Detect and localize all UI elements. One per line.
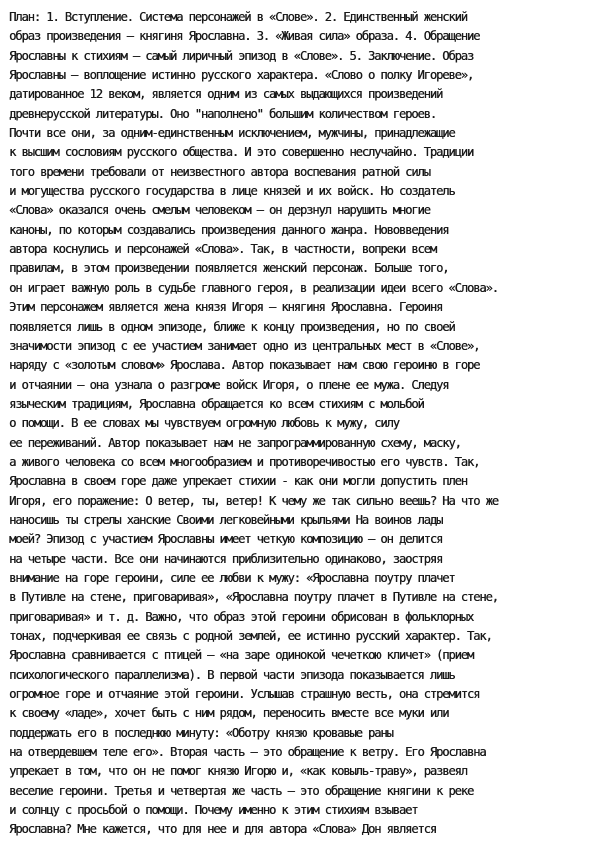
text-line: веселие героини. Третья и четвертая же часть — это обращение княгини к реке	[9, 783, 474, 798]
text-line: ее переживаний. Автор показывает нам не запрограммированную схему, маску,	[9, 435, 461, 450]
text-line: наряду с «золотым словом» Ярослава. Автор показывает нам свою героиню в горе	[9, 358, 480, 373]
text-line: и могущества русского государства в лице князей и их войск. Но создатель	[9, 184, 455, 199]
text-line: а живого человека со всем многообразием и противоречивостью его чувств. Так,	[9, 454, 480, 469]
text-line: каноны, по которым создавались произведения данного жанра. Нововведения	[9, 222, 449, 237]
text-line: к своему «ладе», хочет быть с ним рядом, переносить вместе все муки или	[9, 706, 449, 721]
text-line: и солнцу с просьбой о помощи. Почему именно к этим стихиям взывает	[9, 803, 418, 818]
text-line: Ярославны к стихиям — самый лиричный эпизод в «Слове». 5. Заключение. Образ	[9, 48, 474, 63]
text-line: образ произведения — княгиня Ярославна. 3. «Живая сила» образа. 4. Обращение	[9, 29, 480, 44]
text-line: о помощи. В ее словах мы чувствуем огромную любовь к мужу, силу	[9, 416, 399, 431]
text-line: приговаривая» и т. д. Важно, что образ этой героини обрисован в фольклорных	[9, 609, 474, 624]
text-line: появляется лишь в одном эпизоде, ближе к концу произведения, но по своей	[9, 319, 455, 334]
text-line: того времени требовали от неизвестного автора воспевания ратной силы	[9, 164, 430, 179]
text-line: Этим персонажем является жена князя Игоря — княгиня Ярославна. Героиня	[9, 300, 443, 315]
text-line: древнерусской литературы. Оно "наполнено" большим количеством героев.	[9, 106, 436, 121]
text-line: План: 1. Вступление. Система персонажей в «Слове». 2. Единственный женский	[9, 10, 467, 24]
text-line: значимости эпизод с ее участием занимает одно из центральных мест в «Слове»,	[9, 338, 480, 353]
text-line: Ярославна в своем горе даже упрекает стихии - как они могли допустить плен	[9, 474, 467, 489]
text-line: на четыре части. Все они начинаются приблизительно одинаково, заостряя	[9, 551, 443, 566]
text-line: упрекает в том, что он не помог князю Игорю и, «как ковыль-траву», развеял	[9, 764, 467, 779]
essay-text	[9, 8, 589, 840]
text-line: Игоря, его поражение: О ветер, ты, ветер! К чему же так сильно веешь? На что же	[9, 493, 498, 508]
text-line: правилам, в этом произведении появляется женский персонаж. Больше того,	[9, 261, 449, 276]
text-line: Ярославна сравнивается с птицей — «на заре одинокой чечеткою кличет» (прием	[9, 648, 474, 663]
text-line: «Слова» оказался очень смелым человеком — он дерзнул нарушить многие	[9, 203, 430, 218]
text-line: тонах, подчеркивая ее связь с родной землей, ее истинно русский характер. Так,	[9, 629, 492, 643]
text-line: психологического параллелизма). В первой части эпизода показывается лишь	[9, 667, 455, 682]
text-line: поддержать его в последнюю минуту: «Оботру князю кровавые раны	[9, 725, 393, 740]
text-line: датированное 12 веком, является одним из самых выдающихся произведений	[9, 87, 443, 102]
text-line: внимание на горе героини, силе ее любви к мужу: «Ярославна поутру плачет	[9, 570, 455, 585]
text-line: языческим традициям, Ярославна обращается ко всем стихиям с мольбой	[9, 396, 424, 411]
text-line: автора коснулись и персонажей «Слова». Так, в частности, вопреки всем	[9, 242, 436, 257]
text-line: наносишь ты стрелы ханские Своими легковейными крыльями На воинов лады	[9, 512, 443, 527]
text-line: огромное горе и отчаяние этой героини. Услышав страшную весть, она стремится	[9, 687, 480, 702]
text-line: моей? Эпизод с участием Ярославны имеет четкую композицию — он делится	[9, 532, 443, 547]
text-line: к высшим сословиям русского общества. И это совершенно неслучайно. Традиции	[9, 145, 474, 160]
text-line: Ярославна? Мне кажется, что для нее и для автора «Слова» Дон является	[9, 822, 436, 837]
text-line: на отвердевшем теле его». Вторая часть — это обращение к ветру. Его Ярославна	[9, 745, 486, 760]
text-line: Ярославны — воплощение истинно русского характера. «Слово о полку Игореве»,	[9, 68, 474, 83]
text-line: в Путивле на стене, приговаривая», «Ярославна поутру плачет в Путивле на стене,	[9, 590, 498, 605]
text-line: Почти все они, за одним-единственным исключением, мужчины, принадлежащие	[9, 126, 455, 141]
text-line: он играет важную роль в судьбе главного героя, в реализации идеи всего «Слова».	[9, 280, 498, 295]
text-line: и отчаянии — она узнала о разгроме войск Игоря, о плене ее мужа. Следуя	[9, 377, 449, 392]
